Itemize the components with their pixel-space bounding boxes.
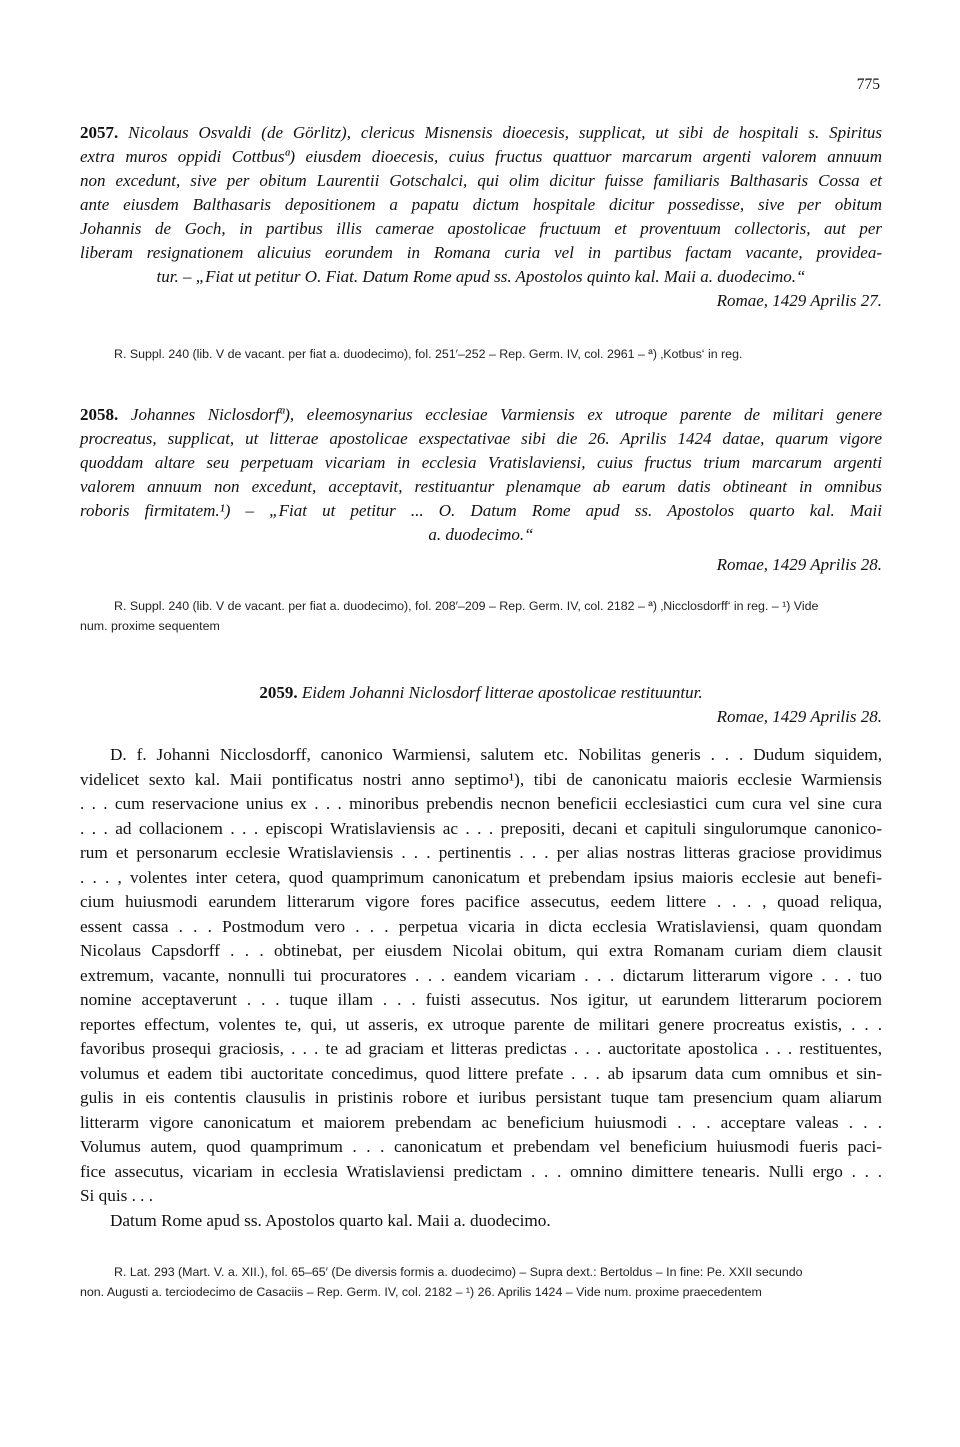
dateline: Romae, 1429 Aprilis 27.	[716, 291, 882, 310]
entry-2058-last-line: a. duodecimo.“	[428, 525, 534, 544]
letter-line: favoribus prosequi graciosis, . . . te ad graciam et litteras predictas . . . auctoritate apostolica . . . restituentes,	[80, 1039, 882, 1058]
entry-2058-line	[80, 403, 882, 427]
letter-line: cium huiusmodi earundem litterarum vigore fores pacifice assecutus, eedem littere . . . , quoad reliqua,	[80, 892, 882, 911]
entry-2057-line	[80, 121, 882, 145]
letter-line: gulis in eis contentis clausulis in pristinis robore et iuribus persistant tuque tam presencium quam aliarum	[80, 1088, 882, 1107]
dateline: Romae, 1429 Aprilis 28.	[716, 707, 882, 726]
entry-text: Nicolaus Osvaldi (de Görlitz), clericus Misnensis dioecesis, supplicat, ut sibi de hospitali s. Spiritus	[128, 123, 882, 142]
letter-body	[80, 743, 882, 1233]
entry-2059-heading	[80, 681, 882, 705]
entry-2058	[80, 403, 882, 577]
letter-line: Nicolaus Capsdorff . . . obtinebat, per eiusdem Nicolai obitum, qui extra Romanam curiam diem clausit	[80, 941, 882, 960]
entry-number: 2058.	[80, 405, 119, 424]
footnote-line: R. Lat. 293 (Mart. V. a. XII.), fol. 65–65′ (De diversis formis a. duodecimo) – Supra dext.: Bertoldus – In fine: Pe. XXII secundo	[114, 1265, 803, 1279]
letter-line: essent cassa . . . Postmodum vero . . . perpetua vicaria in dicta ecclesia Wratislaviensi, quam quondam	[80, 916, 882, 936]
dateline: Romae, 1429 Aprilis 28.	[716, 555, 882, 574]
letter-line: litterarm vigore canonicatum et maiorem prebendam ac beneficium huiusmodi . . . acceptare valeas . . .	[80, 1112, 882, 1132]
letter-line: extremum, vacante, nonnulli tui procuratores . . . eandem vicariam . . . dictarum litterarum vigore . . . tuo	[80, 965, 882, 985]
letter-line: nomine acceptaverunt . . . tuque illam . . . fuisti assecutus. Nos igitur, ut earundem litterarum pociorem	[80, 990, 882, 1009]
entry-text: Johannes Niclosdorfª), eleemosynarius ecclesiae Varmiensis ex utroque parente de militari genere	[130, 405, 882, 424]
letter-line: Volumus autem, quod quamprimum . . . canonicatum et prebendam vel beneficium huiusmodi fueris paci-	[80, 1137, 882, 1156]
letter-closing: Datum Rome apud ss. Apostolos quarto kal. Maii a. duodecimo.	[110, 1210, 551, 1230]
page-number: 775	[856, 76, 880, 93]
entry-2057-line: Johannis de Goch, in partibus illis camerae apostolicae fructuum et proventuum collectoris, aut per	[80, 219, 882, 238]
footnote-line: non. Augusti a. terciodecimo de Casaciis – Rep. Germ. IV, col. 2182 – ¹) 26. Aprilis 1424 – Vide num. proxime praecedentem	[80, 1285, 762, 1299]
letter-line: rum et personarum ecclesie Wratislaviensis . . . pertinentis . . . per alias nostras litteras graciose providimus	[80, 843, 882, 862]
letter-line: videlicet sexto kal. Maii pontificatus nostri anno septimo¹), tibi de canonicatu maioris ecclesie Warmiensis	[80, 769, 882, 789]
entry-heading-text: Eidem Johanni Niclosdorf litterae apostolicae restituuntur.	[301, 683, 703, 702]
letter-line: . . . ad collacionem . . . episcopi Wratislaviensis ac . . . prepositi, decani et capituli singulorumque canonico-	[80, 818, 882, 838]
entry-number: 2057.	[80, 123, 119, 142]
letter-line: volumus et eadem tibi auctoritate concedimus, quod littere prefate . . . ab ipsarum data cum omnibus et sin-	[80, 1063, 882, 1083]
footnote-2058	[80, 596, 882, 636]
letter-line: reportes effectum, volentes te, qui, ut asseris, ex utroque parente de militari genere procreatus existis, . . .	[80, 1014, 882, 1034]
entry-2057-line: non excedunt, sive per obitum Laurentii Gotschalci, qui olim dicitur fuisse familiaris Balthasaris Cossa et	[80, 171, 882, 190]
footnote-2059	[80, 1262, 882, 1302]
footnote-line: R. Suppl. 240 (lib. V de vacant. per fiat a. duodecimo), fol. 208′–209 – Rep. Germ. IV, col. 2182 – ª) ‚Nicclosdorff‘ in reg. – ¹) Vide	[114, 599, 819, 613]
letter-line: Si quis . . .	[80, 1186, 154, 1205]
letter-line: D. f. Johanni Nicclosdorff, canonico Warmiensi, salutem etc. Nobilitas generis . . . Dudum siquidem,	[110, 745, 882, 764]
entry-2057-last-line: tur. – „Fiat ut petitur O. Fiat. Datum Rome apud ss. Apostolos quinto kal. Maii a. duodecimo.“	[156, 267, 806, 286]
letter-line: . . . cum reservacione unius ex . . . minoribus prebendis necnon beneficii ecclesiastici cum cura vel sine cura	[80, 794, 882, 813]
entry-2058-line: procreatus, supplicat, ut litterae apostolicae exspectativae sibi die 26. Aprilis 1424 datae, quarum vigore	[80, 429, 882, 448]
entry-2059	[80, 681, 882, 729]
entry-2057-line: liberam resignationem alicuius eorundem in Romana curia vel in partibus factam vacante, providea-	[80, 243, 882, 262]
entry-2058-line: valorem annuum non excedunt, acceptavit, restituantur plenamque ab earum datis obtineant in omnibus	[80, 477, 882, 496]
entry-2058-line: roboris firmitatem.¹) – „Fiat ut petitur ... O. Datum Rome apud ss. Apostolos quarto kal. Maii	[80, 501, 882, 520]
entry-2057	[80, 121, 882, 313]
entry-number: 2059.	[259, 683, 298, 702]
footnote-line: num. proxime sequentem	[80, 619, 220, 633]
letter-line: . . . , volentes inter cetera, quod quamprimum canonicatum et prebendam ipsius maioris ecclesie aut benefi-	[80, 867, 882, 887]
entry-2058-line: quoddam altare seu perpetuam vicariam in ecclesia Vratislaviensi, cuius fructus trium marcarum argenti	[80, 453, 882, 472]
footnote-2057: R. Suppl. 240 (lib. V de vacant. per fiat a. duodecimo), fol. 251′–252 – Rep. Germ. IV, col. 2961 – ª) ‚Kotbus‘ in reg.	[114, 347, 743, 361]
entry-2057-line: ante eiusdem Balthasaris depositionem a papatu dictum hospitale dicitur possedisse, sive per obitum	[80, 195, 882, 214]
entry-2057-line: extra muros oppidi Cottbusª) eiusdem dioecesis, cuius fructus quattuor marcarum argenti valorem annuum	[80, 147, 882, 166]
letter-line: fice assecutus, vicariam in ecclesia Wratislaviensi predictam . . . omnino dimittere tenearis. Nulli ergo . . .	[80, 1161, 882, 1181]
